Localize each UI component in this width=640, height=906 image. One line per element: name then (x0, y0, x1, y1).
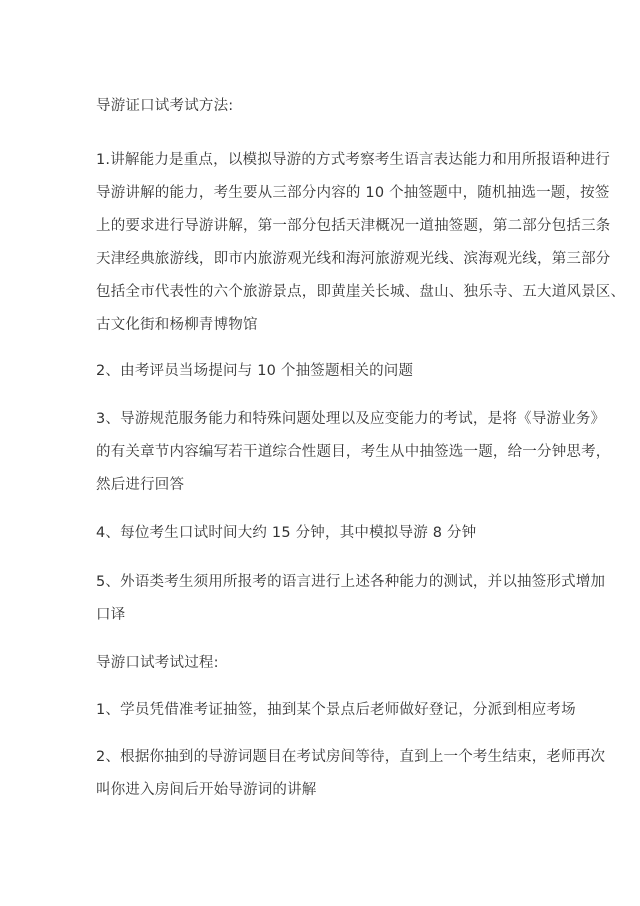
text-line: 导游讲解的能力，考生要从三部分内容的 10 个抽签题中，随机抽选一题，按签 (96, 185, 610, 201)
text-line: 3、导游规范服务能力和特殊问题处理以及应变能力的考试，是将《导游业务》 (96, 411, 606, 427)
paragraph-item-2 (96, 355, 556, 388)
text-line: 1.讲解能力是重点，以模拟导游的方式考察考生语言表达能力和用所报语种进行 (96, 152, 611, 168)
text-line: 天津经典旅游线，即市内旅游观光线和海河旅游观光线、滨海观光线，第三部分 (96, 251, 611, 267)
text-line: 然后进行回答 (96, 477, 185, 493)
paragraph-item-5 (96, 566, 606, 632)
text-line: 导游证口试考试方法: (96, 98, 234, 114)
text-line: 2、根据你抽到的导游词题目在考试房间等待，直到上一个考生结束，老师再次 (96, 749, 606, 765)
text-line: 5、外语类考生须用所报考的语言进行上述各种能力的测试，并以抽签形式增加 (96, 574, 606, 590)
text-line: 口译 (96, 607, 126, 623)
paragraph-item-4 (96, 517, 556, 550)
text-line: 古文化街和杨柳青博物馆 (96, 317, 258, 333)
heading-exam-process (96, 647, 556, 680)
text-line: 的有关章节内容编写若干道综合性题目，考生从中抽签选一题，给一分钟思考， (96, 444, 611, 460)
paragraph-item-1 (96, 144, 626, 342)
paragraph-item-3 (96, 403, 611, 502)
paragraph-process-2 (96, 741, 606, 807)
text-line: 4、每位考生口试时间大约 15 分钟，其中模拟导游 8 分钟 (96, 525, 477, 541)
text-line: 1、学员凭借准考证抽签，抽到某个景点后老师做好登记，分派到相应考场 (96, 702, 576, 718)
text-line: 导游口试考试过程: (96, 655, 219, 671)
paragraph-process-1 (96, 694, 576, 727)
text-line: 上的要求进行导游讲解，第一部分包括天津概况一道抽签题，第二部分包括三条 (96, 218, 611, 234)
text-line: 2、由考评员当场提问与 10 个抽签题相关的问题 (96, 363, 414, 379)
text-line: 包括全市代表性的六个旅游景点，即黄崖关长城、盘山、独乐寺、五大道风景区、 (96, 284, 626, 300)
heading-exam-method (96, 90, 556, 123)
text-line: 叫你进入房间后开始导游词的讲解 (96, 782, 317, 798)
